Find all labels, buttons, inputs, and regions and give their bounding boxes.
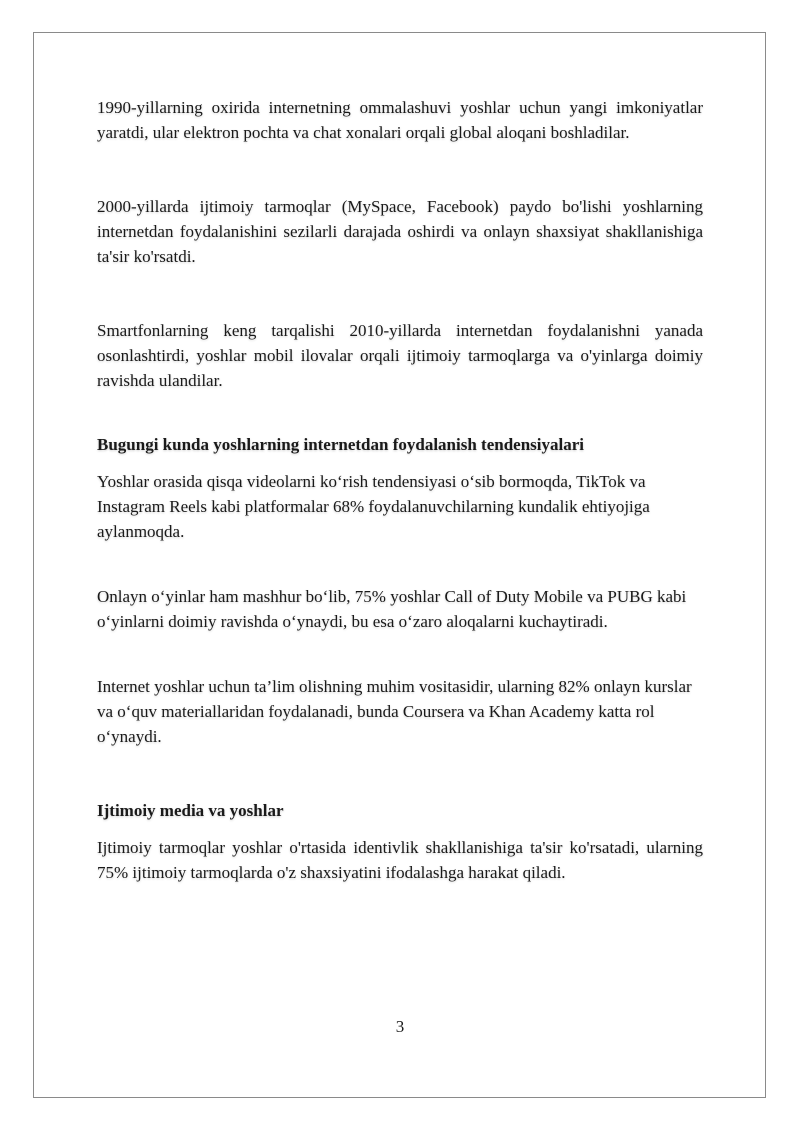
section-heading-social-media: Ijtimoiy media va yoshlar (97, 801, 284, 820)
paragraph-internet-1990s: 1990-yillarning oxirida internetning ommalashuvi yoshlar uchun yangi imkoniyatlar yaratdi, ular elektron pochta va chat xonalari orqali global aloqani boshladilar. (97, 98, 703, 142)
paragraph-short-videos: Yoshlar orasida qisqa videolarni ko‘rish tendensiyasi o‘sib bormoqda, TikTok va Instagram Reels kabi platformalar 68% foydalanuvchilarning kundalik ehtiyojiga aylanmoqda. (97, 472, 650, 541)
paragraph-social-networks-2000s: 2000-yillarda ijtimoiy tarmoqlar (MySpace, Facebook) paydo bo'lishi yoshlarning internetdan foydalanishini sezilarli darajada oshirdi va onlayn shaxsiyat shakllanishiga ta'sir ko'rsatdi. (97, 197, 703, 266)
paragraph-online-games: Onlayn o‘yinlar ham mashhur bo‘lib, 75% yoshlar Call of Duty Mobile va PUBG kabi o‘yinlarni doimiy ravishda o‘ynaydi, bu esa o‘zaro aloqalarni kuchaytiradi. (97, 587, 687, 631)
section-heading-trends: Bugungi kunda yoshlarning internetdan foydalanish tendensiyalari (97, 435, 584, 454)
paragraph-online-education: Internet yoshlar uchun ta’lim olishning muhim vositasidir, ularning 82% onlayn kurslar va o‘quv materiallaridan foydalanadi, bunda Coursera va Khan Academy katta rol o‘ynaydi. (97, 677, 692, 746)
paragraph-identity-formation: Ijtimoiy tarmoqlar yoshlar o'rtasida identivlik shakllanishiga ta'sir ko'rsatadi, ularning 75% ijtimoiy tarmoqlarda o'z shaxsiyatini ifodalashga harakat qiladi. (97, 838, 703, 882)
document-body (97, 95, 703, 885)
paragraph-smartphones-2010s: Smartfonlarning keng tarqalishi 2010-yillarda internetdan foydalanishni yanada osonlashtirdi, yoshlar mobil ilovalar orqali ijtimoiy tarmoqlarga va o'yinlarga doimiy ravishda ulandilar. (97, 321, 703, 390)
page-number: 3 (395, 1017, 405, 1036)
